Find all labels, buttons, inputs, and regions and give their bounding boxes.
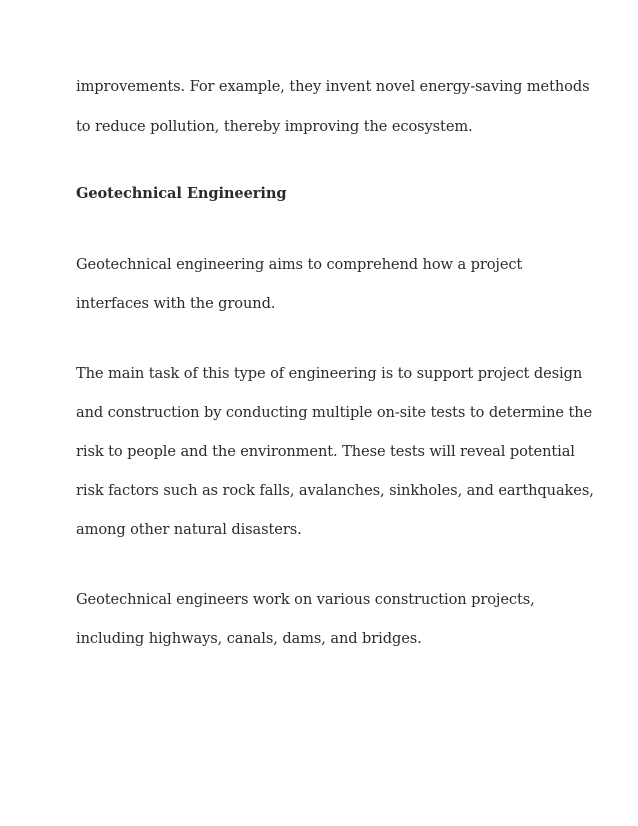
paragraph-3-line-2: and construction by conducting multiple on-site tests to determine the <box>76 404 593 421</box>
paragraph-3-line-1: The main task of this type of engineering is to support project design <box>76 365 583 382</box>
paragraph-2-line-2: interfaces with the ground. <box>76 295 276 312</box>
paragraph-4-line-2: including highways, canals, dams, and bridges. <box>76 630 422 647</box>
paragraph-1-line-1: improvements. For example, they invent novel energy-saving methods <box>76 78 590 95</box>
paragraph-2-line-1: Geotechnical engineering aims to comprehend how a project <box>76 256 523 273</box>
paragraph-3-line-5: among other natural disasters. <box>76 521 302 538</box>
section-heading: Geotechnical Engineering <box>76 185 287 202</box>
paragraph-3-line-3: risk to people and the environment. These tests will reveal potential <box>76 443 575 460</box>
paragraph-1-line-2: to reduce pollution, thereby improving the ecosystem. <box>76 118 473 135</box>
paragraph-4-line-1: Geotechnical engineers work on various construction projects, <box>76 591 535 608</box>
paragraph-3-line-4: risk factors such as rock falls, avalanches, sinkholes, and earthquakes, <box>76 482 594 499</box>
